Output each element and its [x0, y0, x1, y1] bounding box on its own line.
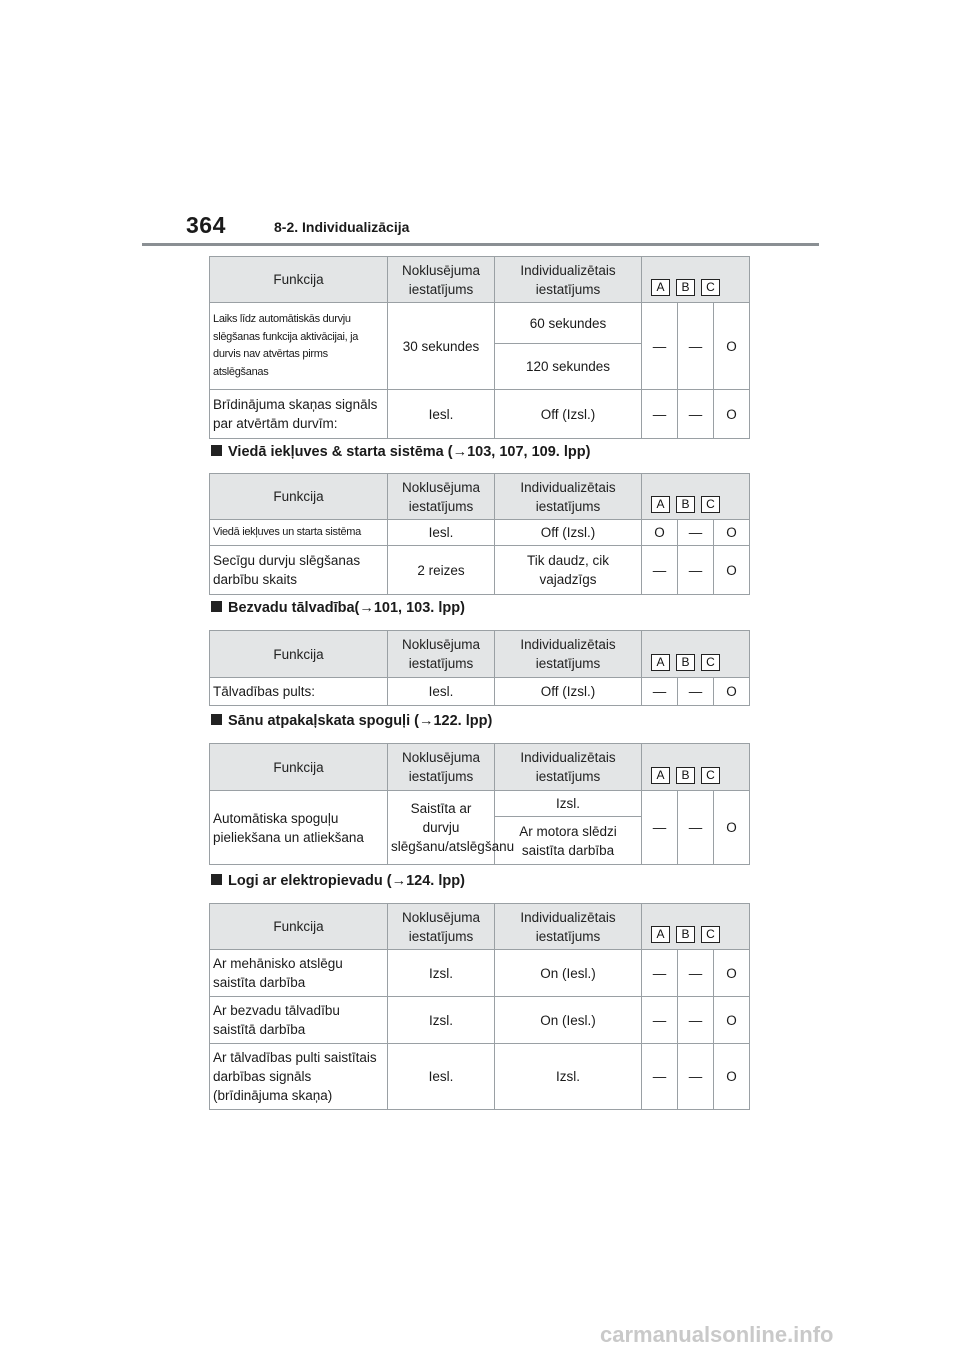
badge-b: B: [676, 926, 695, 943]
badge-a: A: [651, 279, 670, 296]
header-custom: Individualizētais iestatījums: [495, 904, 642, 950]
header-rule: [142, 243, 819, 246]
cell-b: —: [678, 520, 714, 546]
cell-custom: Off (Izsl.): [495, 520, 642, 546]
cell-default: 2 reizes: [388, 546, 495, 595]
cell-custom: Ar motora slēdzi saistīta darbība: [495, 817, 642, 865]
cell-custom: 60 sekundes: [495, 303, 642, 344]
table-remote: [209, 630, 750, 706]
cell-a: —: [642, 950, 678, 997]
cell-a: —: [642, 390, 678, 439]
cell-default: Iesl.: [388, 678, 495, 706]
header-default: Noklusējuma iestatījums: [388, 631, 495, 678]
badge-a: A: [651, 654, 670, 671]
header-function: Funkcija: [210, 257, 388, 303]
cell-b: —: [678, 678, 714, 706]
table-row: [210, 390, 750, 439]
square-bullet-icon: [211, 714, 222, 725]
cell-c: O: [714, 520, 750, 546]
cell-default: Iesl.: [388, 390, 495, 439]
table-header-row: [210, 257, 750, 303]
cell-a: —: [642, 997, 678, 1044]
cell-function: Brīdinājuma skaņas signāls par atvērtām durvīm:: [210, 390, 388, 439]
cell-default: Saistīta ar durvju slēgšanu/atslēgšanu: [388, 791, 495, 865]
section-header: 8-2. Individualizācija: [274, 219, 410, 235]
cell-function: Viedā iekļuves un starta sistēma: [210, 520, 388, 546]
table-row: [210, 950, 750, 997]
table-smart-entry: [209, 473, 750, 595]
badge-b: B: [676, 654, 695, 671]
badge-b: B: [676, 496, 695, 513]
table-row: [210, 791, 750, 817]
cell-c: O: [714, 390, 750, 439]
table-header-row: [210, 904, 750, 950]
table-row: [210, 546, 750, 595]
cell-function: Tālvadības pults:: [210, 678, 388, 706]
table-header-row: [210, 631, 750, 678]
square-bullet-icon: [211, 601, 222, 612]
cell-a: —: [642, 303, 678, 390]
cell-b: —: [678, 546, 714, 595]
cell-default: Izsl.: [388, 997, 495, 1044]
cell-b: —: [678, 303, 714, 390]
arrow-right-icon: →: [391, 873, 407, 889]
cell-default: Iesl.: [388, 520, 495, 546]
cell-custom: On (Iesl.): [495, 997, 642, 1044]
subheading-smart-entry: Viedā iekļuves & starta sistēma (→103, 107, 109. lpp): [211, 444, 590, 460]
header-default: Noklusējuma iestatījums: [388, 474, 495, 520]
cell-function: Ar tālvadības pulti saistītais darbības signāls (brīdinājuma skaņa): [210, 1044, 388, 1110]
header-custom: Individualizētais iestatījums: [495, 744, 642, 791]
header-custom: Individualizētais iestatījums: [495, 257, 642, 303]
badge-c: C: [701, 926, 720, 943]
watermark: carmanualsonline.info: [600, 1322, 834, 1347]
header-custom: Individualizētais iestatījums: [495, 631, 642, 678]
subheading-mirrors: Sānu atpakaļskata spoguļi (→122. lpp): [211, 713, 492, 729]
arrow-right-icon: →: [359, 600, 374, 616]
table-row: [210, 520, 750, 546]
badge-a: A: [651, 926, 670, 943]
header-default: Noklusējuma iestatījums: [388, 744, 495, 791]
header-function: Funkcija: [210, 631, 388, 678]
table-row: [210, 303, 750, 344]
arrow-right-icon: →: [418, 713, 434, 729]
cell-default: Iesl.: [388, 1044, 495, 1110]
cell-custom: Tik daudz, cik vajadzīgs: [495, 546, 642, 595]
cell-function: Ar bezvadu tālvadību saistītā darbība: [210, 997, 388, 1044]
table-mirrors: [209, 743, 750, 865]
cell-function: Ar mehānisko atslēgu saistīta darbība: [210, 950, 388, 997]
cell-b: —: [678, 1044, 714, 1110]
cell-c: O: [714, 950, 750, 997]
badge-a: A: [651, 496, 670, 513]
header-function: Funkcija: [210, 474, 388, 520]
badge-a: A: [651, 767, 670, 784]
header-abc: [642, 744, 750, 791]
square-bullet-icon: [211, 874, 222, 885]
header-custom: Individualizētais iestatījums: [495, 474, 642, 520]
header-default: Noklusējuma iestatījums: [388, 257, 495, 303]
cell-function: Secīgu durvju slēgšanas darbību skaits: [210, 546, 388, 595]
cell-custom: Off (Izsl.): [495, 678, 642, 706]
header-function: Funkcija: [210, 904, 388, 950]
badge-c: C: [701, 654, 720, 671]
table-header-row: [210, 474, 750, 520]
cell-c: O: [714, 791, 750, 865]
cell-a: O: [642, 520, 678, 546]
table-row: [210, 997, 750, 1044]
cell-b: —: [678, 791, 714, 865]
cell-b: —: [678, 390, 714, 439]
cell-custom: Off (Izsl.): [495, 390, 642, 439]
subheading-remote: Bezvadu tālvadība(→101, 103. lpp): [211, 600, 465, 616]
cell-b: —: [678, 950, 714, 997]
header-abc: [642, 631, 750, 678]
square-bullet-icon: [211, 445, 222, 456]
cell-b: —: [678, 997, 714, 1044]
cell-c: O: [714, 303, 750, 390]
header-default: Noklusējuma iestatījums: [388, 904, 495, 950]
cell-c: O: [714, 678, 750, 706]
arrow-right-icon: →: [452, 444, 468, 460]
cell-a: —: [642, 1044, 678, 1110]
header-function: Funkcija: [210, 744, 388, 791]
cell-a: —: [642, 546, 678, 595]
table-door-lock: [209, 256, 750, 439]
cell-c: O: [714, 1044, 750, 1110]
badge-c: C: [701, 496, 720, 513]
page-number: 364: [186, 212, 226, 238]
badge-c: C: [701, 767, 720, 784]
table-row: [210, 678, 750, 706]
table-row: [210, 1044, 750, 1110]
table-power-windows: [209, 903, 750, 1110]
cell-a: —: [642, 678, 678, 706]
cell-custom: Izsl.: [495, 791, 642, 817]
cell-custom: Izsl.: [495, 1044, 642, 1110]
badge-b: B: [676, 279, 695, 296]
cell-custom: 120 sekundes: [495, 344, 642, 390]
cell-default: Izsl.: [388, 950, 495, 997]
badge-b: B: [676, 767, 695, 784]
header-abc: [642, 257, 750, 303]
header-abc: [642, 474, 750, 520]
cell-a: —: [642, 791, 678, 865]
cell-function: Automātiska spoguļu pieliekšana un atliekšana: [210, 791, 388, 865]
subheading-power-windows: Logi ar elektropievadu (→124. lpp): [211, 873, 465, 889]
cell-function: Laiks līdz automātiskās durvju slēgšanas funkcija aktivācijai, ja durvis nav atvērtas pirms atslēgšanas: [210, 303, 388, 390]
cell-c: O: [714, 546, 750, 595]
header-abc: [642, 904, 750, 950]
table-header-row: [210, 744, 750, 791]
cell-default: 30 sekundes: [388, 303, 495, 390]
cell-c: O: [714, 997, 750, 1044]
cell-custom: On (Iesl.): [495, 950, 642, 997]
badge-c: C: [701, 279, 720, 296]
